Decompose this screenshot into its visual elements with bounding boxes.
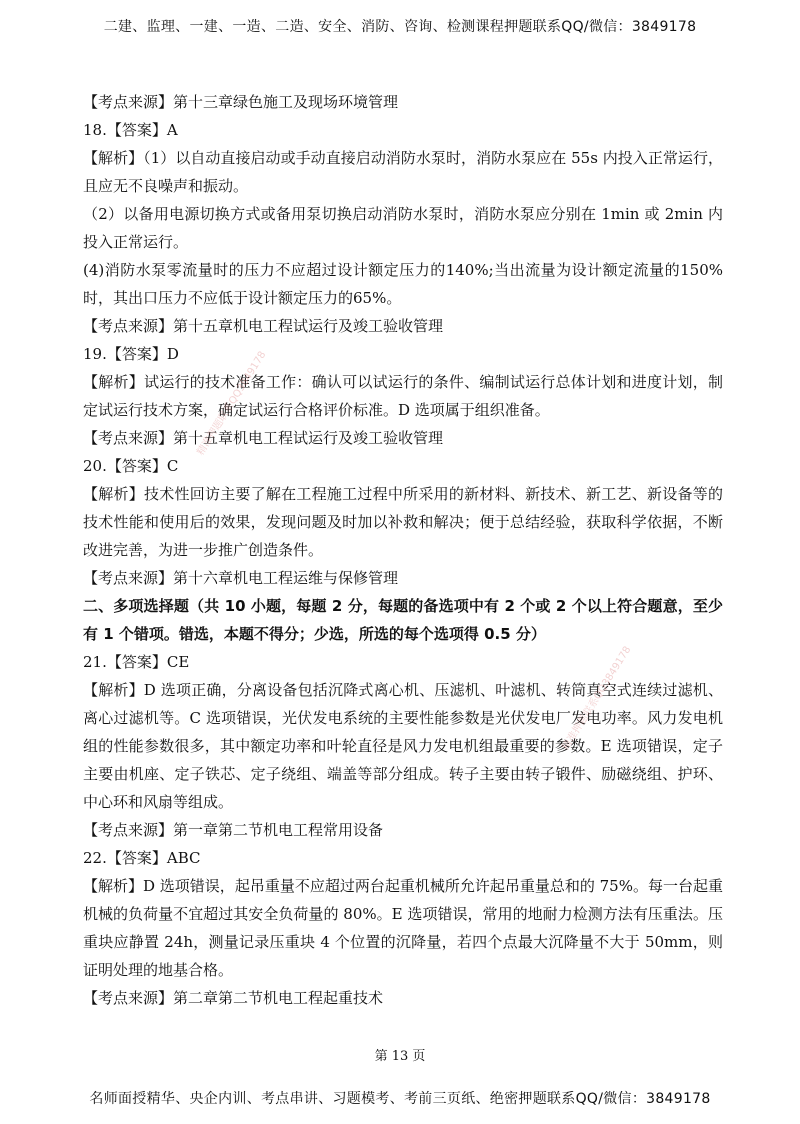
answer-19: 19.【答案】D	[83, 345, 179, 363]
explanation-20: 【解析】技术性回访主要了解在工程施工过程中所采用的新材料、新技术、新工艺、新设备等的技术性能和使用后的效果，发现问题及时加以补救和解决；便于总结经验，获取科学依据，不断改进完善，为进一步推广创造条件。	[83, 485, 723, 559]
page-footer-ad: 名师面授精华、央企内训、考点串讲、习题模考、考前三页纸、绝密押题联系QQ/微信：3849178	[89, 1091, 711, 1107]
explanation-18-part2: （2）以备用电源切换方式或备用泵切换启动消防水泵时，消防水泵应分别在 1min 或 2min 内投入正常运行。	[83, 205, 723, 251]
explanation-19: 【解析】试运行的技术准备工作：确认可以试运行的条件、编制试运行总体计划和进度计划，制定试运行技术方案，确定试运行合格评价标准。D 选项属于组织准备。	[83, 373, 723, 419]
answer-20: 20.【答案】C	[83, 457, 179, 475]
source-note-21: 【考点来源】第一章第二节机电工程常用设备	[83, 821, 384, 839]
page-header-ad: 二建、监理、一建、一造、二造、安全、消防、咨询、检测课程押题联系QQ/微信：3849178	[103, 19, 697, 35]
watermark-stamp: 精准押题联系QQ3849178	[195, 349, 269, 458]
source-note-13: 【考点来源】第十三章绿色施工及现场环境管理	[83, 93, 399, 111]
explanation-18-part4: (4)消防水泵零流量时的压力不应超过设计额定压力的140%;当出流量为设计额定流量的150%时，其出口压力不应低于设计额定压力的65%。	[83, 261, 723, 307]
source-note-22: 【考点来源】第二章第二节机电工程起重技术	[83, 989, 384, 1007]
explanation-18-part1: 【解析】（1）以自动直接启动或手动直接启动消防水泵时，消防水泵应在 55s 内投入正常运行，且应无不良噪声和振动。	[83, 149, 723, 195]
answer-21: 21.【答案】CE	[83, 653, 190, 671]
watermark-stamp: 精准押题联系QQ3849178	[560, 644, 634, 753]
source-note-20: 【考点来源】第十六章机电工程运维与保修管理	[83, 569, 399, 587]
answer-22: 22.【答案】ABC	[83, 849, 201, 867]
section-heading-multiple-choice: 二、多项选择题（共 10 小题，每题 2 分，每题的备选项中有 2 个或 2 个以上符合题意，至少有 1 个错项。错选，本题不得分；少选，所选的每个选项得 0.5 分）	[83, 597, 723, 643]
source-note-18: 【考点来源】第十五章机电工程试运行及竣工验收管理	[83, 317, 444, 335]
answer-18: 18.【答案】A	[83, 121, 178, 139]
page-number: 第 13 页	[374, 1049, 426, 1064]
explanation-22: 【解析】D 选项错误，起吊重量不应超过两台起重机械所允许起吊重量总和的 75%。每一台起重机械的负荷量不宜超过其安全负荷量的 80%。E 选项错误，常用的地耐力检测方法有压重法。压重块应静置 24h，测量记录压重块 4 个位置的沉降量，若四个点最大沉降量不大于 50mm，则证明处理的地基合格。	[83, 877, 723, 979]
source-note-19: 【考点来源】第十五章机电工程试运行及竣工验收管理	[83, 429, 444, 447]
document-body	[83, 88, 723, 1012]
explanation-21: 【解析】D 选项正确，分离设备包括沉降式离心机、压滤机、叶滤机、转筒真空式连续过滤机、离心过滤机等。C 选项错误，光伏发电系统的主要性能参数是光伏发电厂发电功率。风力发电机组的性能参数很多，其中额定功率和叶轮直径是风力发电机组最重要的参数。E 选项错误，定子主要由机座、定子铁芯、定子绕组、端盖等部分组成。转子主要由转子锻件、励磁绕组、护环、中心环和风扇等组成。	[83, 681, 723, 811]
